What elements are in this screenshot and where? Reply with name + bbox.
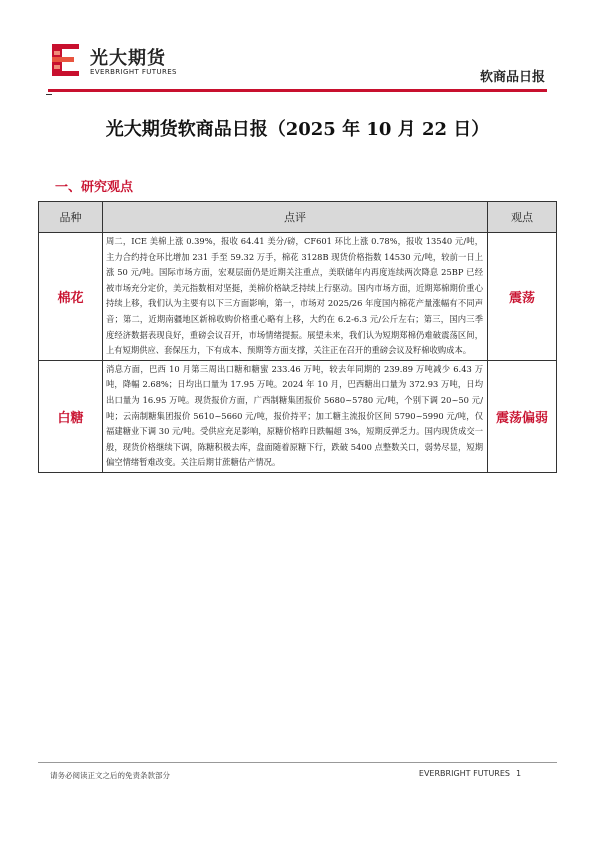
disclaimer-note: 请务必阅读正文之后的免责条款部分 [50, 771, 170, 780]
variety-name: 棉花 [39, 233, 103, 361]
table-header-row [39, 202, 557, 233]
section-heading: 一、研究观点 [55, 180, 134, 195]
table-row-cotton [39, 233, 557, 361]
research-views-table [38, 201, 557, 473]
table-row-sugar [39, 360, 557, 472]
column-header-variety: 品种 [39, 202, 103, 233]
report-type: 软商品日报 [479, 70, 545, 85]
column-header-view: 观点 [488, 202, 557, 233]
brand-name-english: EVERBRIGHT FUTURES [90, 68, 177, 76]
column-header-comment: 点评 [103, 202, 488, 233]
document-title: 光大期货软商品日报（2025 年 10 月 22 日） [105, 119, 490, 140]
page-number: 1 [516, 769, 522, 778]
comment-text: 周二，ICE 美棉上涨 0.39%，报收 64.41 美分/磅，CF601 环比上涨 0.78%，报收 13540 元/吨，主力合约持仓环比增加 231 手至 59.32 万手，棉花 3128B 现货价格指数 14530 元/吨，较前一日上涨 50 元/吨。国际市场方面，宏观层面仍是近期关注重点，美联储年内再度连续两次降息 25BP 已经被市场充分定价，美元指数相对坚挺，美棉价格缺乏持续上行驱动。国内市场方面，近期郑棉期价重心持续上移，我们认为主要有以下三方面影响，第一，市场对 2025/26 年度国内棉花产量涨幅有不同声音；第二，近期南疆地区新棉收购价格重心略有上移，大约在 6.2-6.3 元/公斤左右；第三，国内三季度经济数据表现良好，重磅会议召开，市场情绪提振。展望未来，我们认为短期郑棉仍难破震荡区间，上有短期供应、套保压力，下有成本、预期等方面支撑，关注正在召开的重磅会议及籽棉收购成本。 [103, 233, 488, 361]
footer-divider [38, 762, 557, 763]
brand-name: 光大期货 [90, 48, 166, 69]
header-divider [48, 89, 547, 92]
variety-name: 白糖 [39, 360, 103, 472]
comment-text: 消息方面，巴西 10 月第三周出口糖和糖蜜 233.46 万吨，较去年同期的 239.89 万吨减少 6.43 万吨，降幅 2.68%；日均出口量为 17.95 万吨。2024 年 10 月，巴西糖出口量为 372.93 万吨，日均出口量为 16.95 万吨。现货报价方面，广西制糖集团报价 5680~5780 元/吨，个别下调 20~50 元/吨；云南制糖集团报价 5610~5660 元/吨，报价持平；加工糖主流报价区间 5790~5990 元/吨，仅福建糖业下调 30 元/吨。受供应充足影响，原糖价格昨日跌幅超 3%，短期反弹乏力。国内现货成交一般，现货价格继续下调，陈糖积极去库，盘面随着原糖下行，跌破 5400 点整数关口，弱势尽显，短期偏空情绪暂难改变。关注后期甘蔗糖估产情况。 [103, 360, 488, 472]
view-rating: 震荡偏弱 [488, 360, 557, 472]
everbright-logo-icon [52, 44, 79, 76]
view-rating: 震荡 [488, 233, 557, 361]
footer-brand: EVERBRIGHT FUTURES [418, 769, 510, 778]
header-divider-accent [46, 94, 52, 95]
